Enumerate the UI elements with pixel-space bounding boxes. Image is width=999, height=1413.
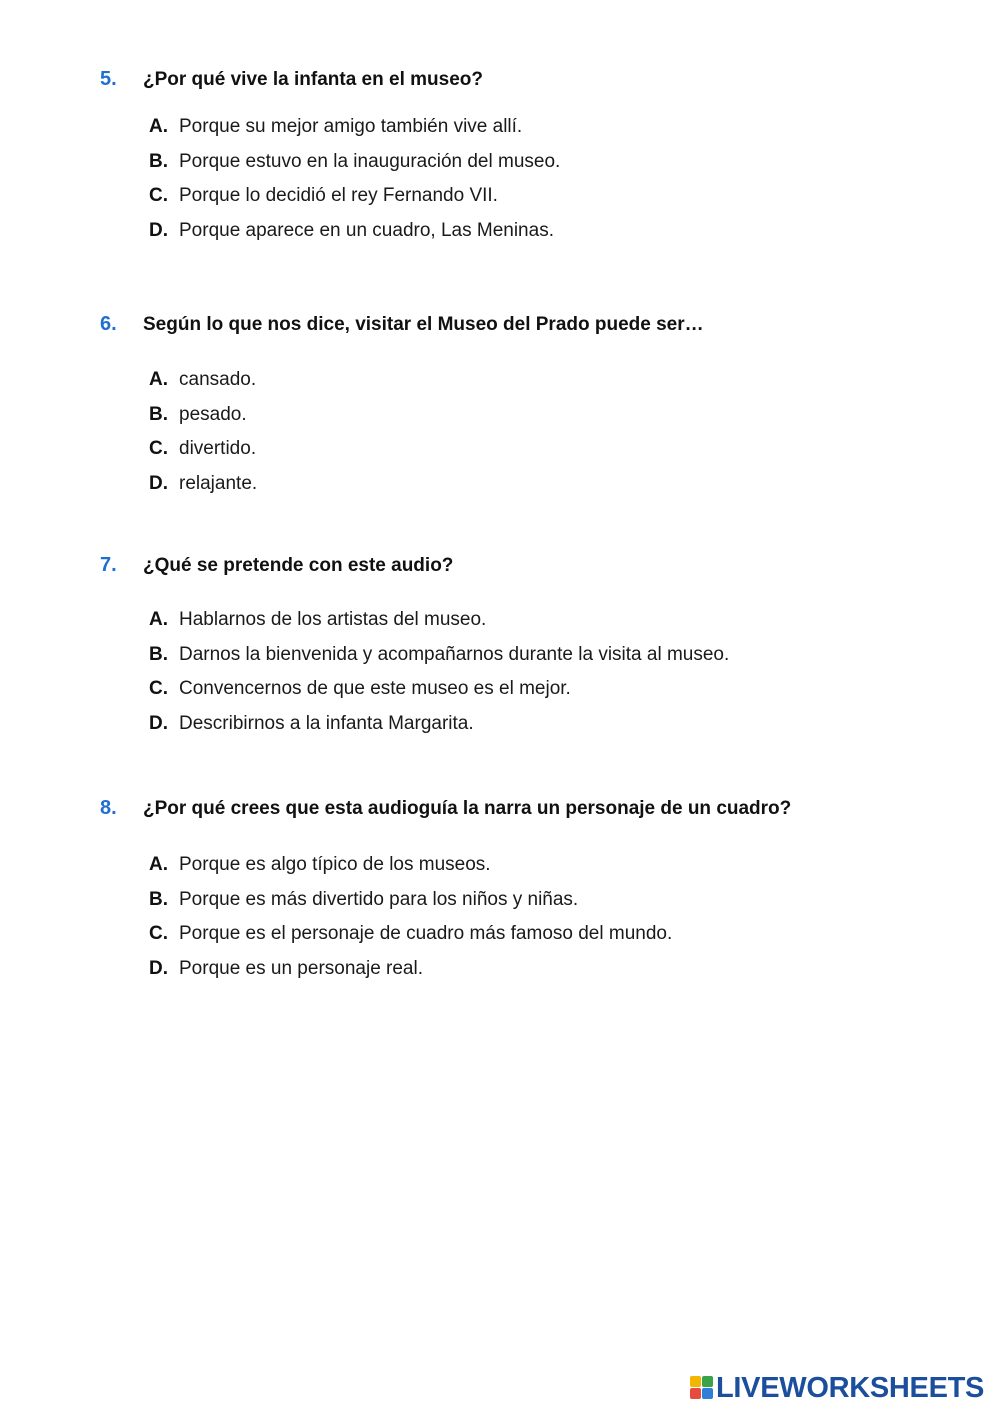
question-number: 6. (100, 313, 117, 335)
question-number: 5. (100, 68, 117, 90)
question-7 (0, 554, 999, 735)
option-text: Describirnos a la infanta Margarita. (179, 713, 474, 735)
option-text: Porque es el personaje de cuadro más famoso del mundo. (179, 923, 673, 945)
logo-text: LIVEWORKSHEETS (716, 1371, 985, 1404)
option-text: Porque su mejor amigo también vive allí. (179, 116, 523, 137)
option-letter: B. (149, 888, 168, 910)
option-letter: D. (149, 713, 168, 735)
option-text: cansado. (179, 369, 257, 390)
question-8 (0, 797, 999, 980)
option-letter: A. (149, 854, 168, 875)
liveworksheets-logo (690, 1372, 984, 1404)
option-text: Porque es algo típico de los museos. (179, 854, 491, 875)
question-text: ¿Por qué vive la infanta en el museo? (143, 69, 483, 90)
logo-block (690, 1388, 701, 1399)
option-letter: B. (149, 403, 168, 425)
option-text: relajante. (179, 473, 258, 495)
option-letter: B. (149, 643, 168, 665)
option-letter: C. (149, 923, 168, 945)
logo-block (690, 1376, 701, 1387)
option-letter: C. (149, 438, 168, 460)
option-text: Darnos la bienvenida y acompañarnos durante la visita al museo. (179, 643, 730, 665)
option-text: Hablarnos de los artistas del museo. (179, 609, 487, 630)
option-letter: A. (149, 369, 168, 390)
option-letter: B. (149, 150, 168, 172)
option-letter: C. (149, 185, 168, 207)
logo-blocks-icon (690, 1376, 714, 1400)
option-text: Porque lo decidió el rey Fernando VII. (179, 185, 498, 207)
logo-block (702, 1376, 713, 1387)
option-text: Porque estuvo en la inauguración del museo. (179, 150, 561, 172)
question-text: ¿Por qué crees que esta audioguía la narra un personaje de un cuadro? (143, 798, 792, 819)
question-text: Según lo que nos dice, visitar el Museo del Prado puede ser… (143, 314, 704, 335)
question-text: ¿Qué se pretende con este audio? (143, 555, 454, 576)
logo-block (702, 1388, 713, 1399)
question-number: 7. (100, 554, 117, 576)
option-text: divertido. (179, 438, 257, 460)
option-text: Porque aparece en un cuadro, Las Meninas. (179, 220, 554, 242)
option-text: pesado. (179, 403, 247, 425)
option-letter: A. (149, 116, 168, 137)
question-5 (0, 68, 999, 242)
question-number: 8. (100, 797, 117, 819)
option-text: Convencernos de que este museo es el mejor. (179, 678, 571, 700)
option-letter: D. (149, 473, 168, 495)
option-letter: C. (149, 678, 168, 700)
question-6 (0, 313, 999, 495)
option-text: Porque es un personaje real. (179, 958, 423, 980)
option-text: Porque es más divertido para los niños y niñas. (179, 888, 579, 910)
option-letter: D. (149, 220, 168, 242)
option-letter: D. (149, 958, 168, 980)
option-letter: A. (149, 609, 168, 630)
